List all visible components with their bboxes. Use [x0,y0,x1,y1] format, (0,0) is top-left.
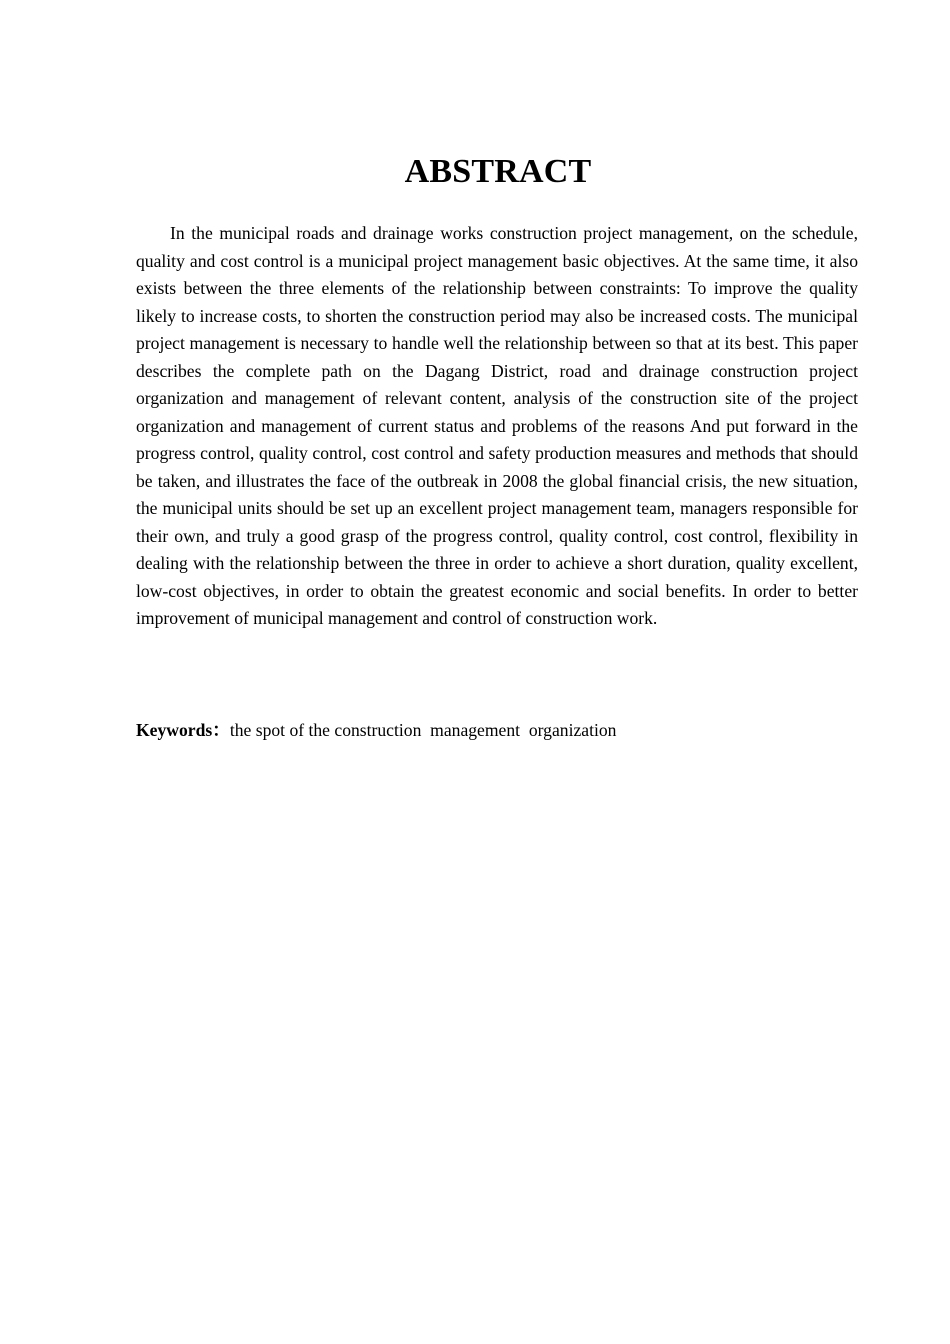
keywords-line [136,717,858,745]
abstract-title: ABSTRACT [404,153,592,190]
keywords-label: Keywords： [136,720,230,740]
abstract-paragraph: In the municipal roads and drainage works construction project management, on the schedule, quality and cost control is a municipal project management basic objectives. At the same time, it also exists between the three elements of the relationship between constraints: To improve the quality likely to increase costs, to shorten the construction period may also be increased costs. The municipal project management is necessary to handle well the relationship between so that at its best. This paper describes the complete path on the Dagang District, road and drainage construction project organization and management of relevant content, analysis of the construction site of the project organization and management of current status and problems of the reasons And put forward in the progress control, quality control, cost control and safety production measures and methods that should be taken, and illustrates the face of the outbreak in 2008 the global financial crisis, the new situation, the municipal units should be set up an excellent project management team, managers responsible for their own, and truly a good grasp of the progress control, quality control, cost control, flexibility in dealing with the relationship between the three in order to achieve a short duration, quality excellent, low-cost objectives, in order to obtain the greatest economic and social benefits. In order to better improvement of municipal management and control of construction work. [136,223,858,628]
keywords-value: the spot of the construction management organization [229,720,617,740]
